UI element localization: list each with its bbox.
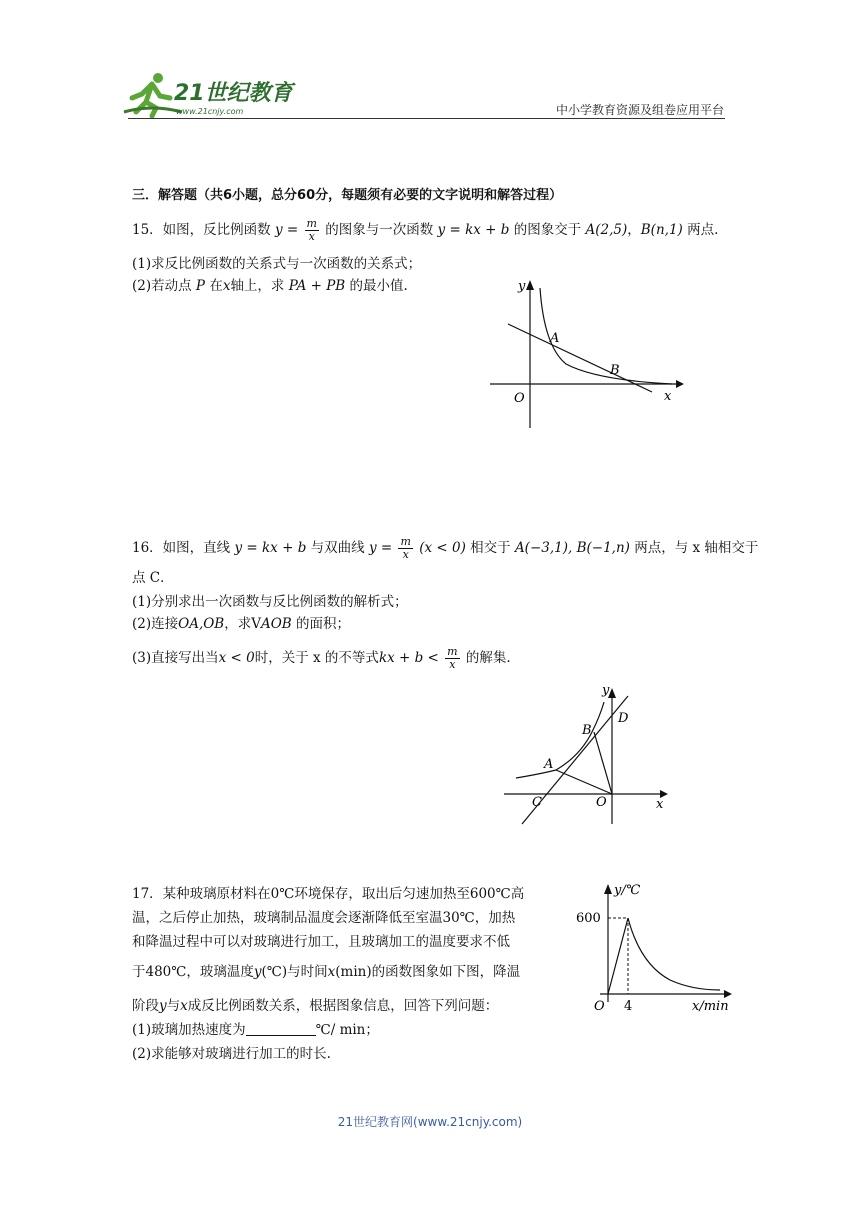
q16-origin-label: O: [596, 795, 607, 810]
section-title: 三．解答题（共6小题，总分60分，每题须有必要的文字说明和解答过程）: [132, 188, 563, 203]
logo: [122, 68, 322, 120]
q16-part1: (1)分别求出一次函数与反比例函数的解析式；: [132, 594, 408, 610]
q17-origin-label: O: [594, 999, 605, 1014]
q16-point-b-label: B: [582, 723, 592, 738]
q16-fraction-2: $\frac{m}{x}$: [447, 645, 458, 671]
q17-x-label: x/min: [692, 999, 729, 1014]
logo-url: www.21cnjy.com: [176, 107, 244, 116]
q15-figure: [486, 276, 686, 432]
q17-part2: (2)求能够对玻璃进行加工的时长.: [132, 1046, 331, 1062]
q15-part1: (1)求反比例函数的关系式与一次函数的关系式；: [132, 256, 422, 272]
logo-text: 21世纪教育: [174, 81, 293, 106]
q15-fraction: $\frac{m}{x}$: [306, 217, 317, 243]
q16-part2: (2)连接OA,OB，求VAOB 的面积；: [132, 616, 351, 632]
q16-line2: 点 C．: [132, 570, 174, 586]
q17-line2: 温，之后停止加热，玻璃制品温度会逐渐降低至室温30℃，加热: [132, 910, 516, 926]
q16-line1: 16．如图，直线 y = kx + b 与双曲线 y = $\frac{m}{x}$ (x < 0) 相交于 A(−3,1), B(−1,n) 两点，与 x 轴相交于: [132, 535, 759, 561]
q16-y-label: y: [602, 683, 610, 698]
q16-fraction: $\frac{m}{x}$: [400, 535, 411, 561]
q16-point-a-label: A: [544, 757, 554, 772]
answer-blank[interactable]: [246, 1021, 316, 1036]
q16-point-d-label: D: [618, 711, 629, 726]
q17-line4: 于480℃，玻璃温度y(℃)与时间x(min)的函数图象如下图，降温: [132, 964, 521, 980]
q15-x-label: x: [664, 389, 672, 404]
platform-name: 中小学教育资源及组卷应用平台: [555, 103, 724, 117]
q16-figure: [500, 682, 676, 828]
q16-part3: (3)直接写出当x < 0时，关于 x 的不等式kx + b < $\frac{m}{x}$ 的解集.: [132, 645, 511, 671]
q17-y-label: y/℃: [614, 883, 641, 898]
q15-origin-label: O: [514, 391, 525, 406]
q15-y-label: y: [518, 279, 526, 294]
q17-4-label: 4: [624, 999, 633, 1014]
q17-figure: [574, 880, 736, 1016]
q17-600-label: 600: [576, 911, 601, 926]
footer: 21世纪教育网(www.21cnjy.com): [337, 1115, 523, 1129]
q15-part2: (2)若动点 P 在x轴上，求 PA + PB 的最小值.: [132, 278, 408, 294]
q15-line1: 15．如图，反比例函数 y = $\frac{m}{x}$ 的图象与一次函数 y = kx + b 的图象交于 A(2,5)，B(n,1) 两点.: [132, 217, 719, 243]
header-divider: [128, 118, 725, 119]
q17-part1: (1)玻璃加热速度为 ℃/ min；: [132, 1022, 379, 1038]
q17-line3: 和降温过程中可以对玻璃进行加工，且玻璃加工的温度要求不低: [132, 934, 510, 950]
q15-point-b-label: B: [610, 363, 620, 378]
q17-line1: 17．某种玻璃原材料在0℃环境保存，取出后匀速加热至600℃高: [132, 886, 525, 902]
q15-point-a-label: A: [550, 331, 560, 346]
q17-line5: 阶段y与x成反比例函数关系，根据图象信息，回答下列问题：: [132, 998, 499, 1014]
q16-point-c-label: C: [532, 795, 542, 810]
q16-x-label: x: [656, 797, 664, 812]
